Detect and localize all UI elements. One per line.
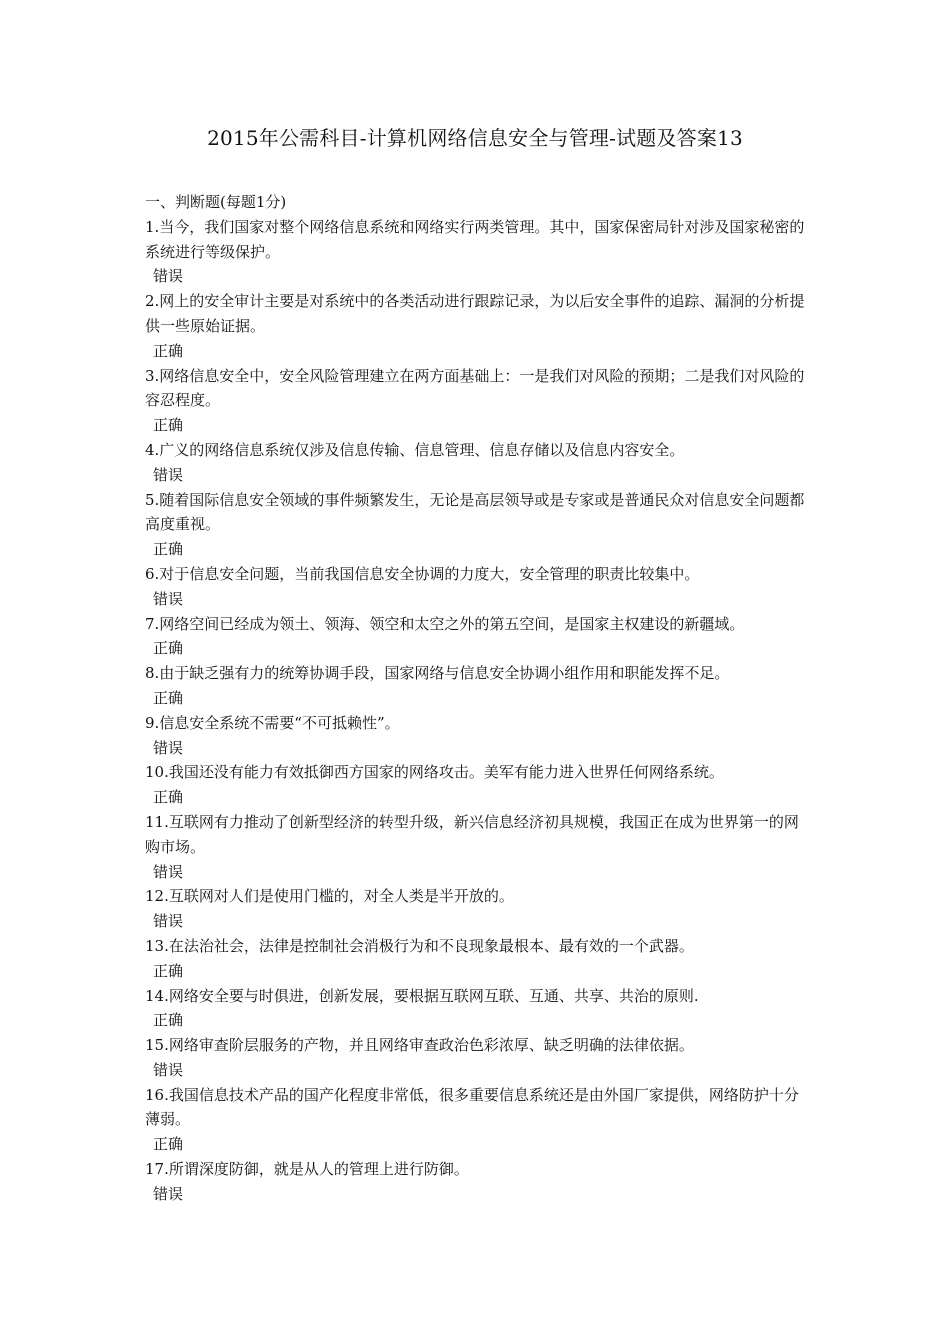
answer-text: 错误: [153, 1184, 184, 1203]
question-item: [145, 364, 810, 438]
question-item: [145, 215, 810, 289]
answer-text: 错误: [153, 267, 184, 286]
answer-text: 错误: [153, 862, 184, 881]
question-item: [145, 984, 810, 1034]
question-item: [145, 289, 810, 363]
question-text: 6.对于信息安全问题，当前我国信息安全协调的力度大，安全管理的职责比较集中。: [145, 564, 700, 583]
question-text: 13.在法治社会，法律是控制社会消极行为和不良现象最根本、最有效的一个武器。: [145, 936, 694, 955]
answer-text: 正确: [153, 688, 184, 707]
answer-text: 错误: [153, 1060, 184, 1079]
question-text: 12.互联网对人们是使用门槛的，对全人类是半开放的。: [145, 887, 514, 906]
question-text: 17.所谓深度防御，就是从人的管理上进行防御。: [145, 1160, 469, 1179]
question-item: [145, 1033, 810, 1083]
question-text: 7.网络空间已经成为领土、领海、领空和太空之外的第五空间，是国家主权建设的新疆域。: [145, 614, 745, 633]
question-item: [145, 711, 810, 761]
answer-text: 正确: [153, 639, 184, 658]
section-heading: 一、判断题(每题1分): [145, 193, 287, 211]
question-item: [145, 760, 810, 810]
answer-text: 正确: [153, 1135, 184, 1154]
question-item: [145, 562, 810, 612]
question-item: [145, 884, 810, 934]
answer-text: 错误: [153, 465, 184, 484]
question-text: 9.信息安全系统不需要“不可抵赖性”。: [145, 713, 400, 732]
question-text: 15.网络审查阶层服务的产物，并且网络审查政治色彩浓厚、缺乏明确的法律依据。: [145, 1036, 694, 1055]
document-body: [145, 190, 810, 1207]
question-text: 1.当今，我们国家对整个网络信息系统和网络实行两类管理。其中，国家保密局针对涉及国家秘密的系统进行等级保护。: [145, 217, 805, 261]
question-text: 4.广义的网络信息系统仅涉及信息传输、信息管理、信息存储以及信息内容安全。: [145, 440, 685, 459]
answer-text: 正确: [153, 1011, 184, 1030]
question-item: [145, 488, 810, 562]
answer-text: 正确: [153, 416, 184, 435]
question-item: [145, 1157, 810, 1207]
answer-text: 正确: [153, 788, 184, 807]
answer-text: 正确: [153, 961, 184, 980]
question-item: [145, 438, 810, 488]
question-item: [145, 612, 810, 662]
question-item: [145, 1083, 810, 1157]
answer-text: 错误: [153, 589, 184, 608]
answer-text: 正确: [153, 540, 184, 559]
document-title: 2015年公需科目-计算机网络信息安全与管理-试题及答案13: [207, 126, 743, 150]
question-item: [145, 661, 810, 711]
question-item: [145, 934, 810, 984]
question-item: [145, 810, 810, 884]
answer-text: 错误: [153, 912, 184, 931]
question-text: 3.网络信息安全中，安全风险管理建立在两方面基础上：一是我们对风险的预期；二是我们对风险的容忍程度。: [145, 366, 805, 410]
answer-text: 正确: [153, 341, 184, 360]
question-text: 8.由于缺乏强有力的统筹协调手段，国家网络与信息安全协调小组作用和职能发挥不足。: [145, 664, 730, 683]
question-text: 5.随着国际信息安全领域的事件频繁发生，无论是高层领导或是专家或是普通民众对信息安全问题都高度重视。: [145, 490, 805, 534]
question-text: 2.网上的安全审计主要是对系统中的各类活动进行跟踪记录，为以后安全事件的追踪、漏洞的分析提供一些原始证据。: [145, 292, 805, 335]
answer-text: 错误: [153, 738, 184, 757]
question-text: 16.我国信息技术产品的国产化程度非常低，很多重要信息系统还是由外国厂家提供，网络防护十分薄弱。: [145, 1085, 799, 1129]
question-text: 10.我国还没有能力有效抵御西方国家的网络攻击。美军有能力进入世界任何网络系统。: [145, 763, 724, 782]
question-text: 11.互联网有力推动了创新型经济的转型升级，新兴信息经济初具规模，我国正在成为世界第一的网购市场。: [145, 812, 799, 856]
question-text: 14.网络安全要与时俱进，创新发展，要根据互联网互联、互通、共享、共治的原则.: [145, 986, 699, 1005]
